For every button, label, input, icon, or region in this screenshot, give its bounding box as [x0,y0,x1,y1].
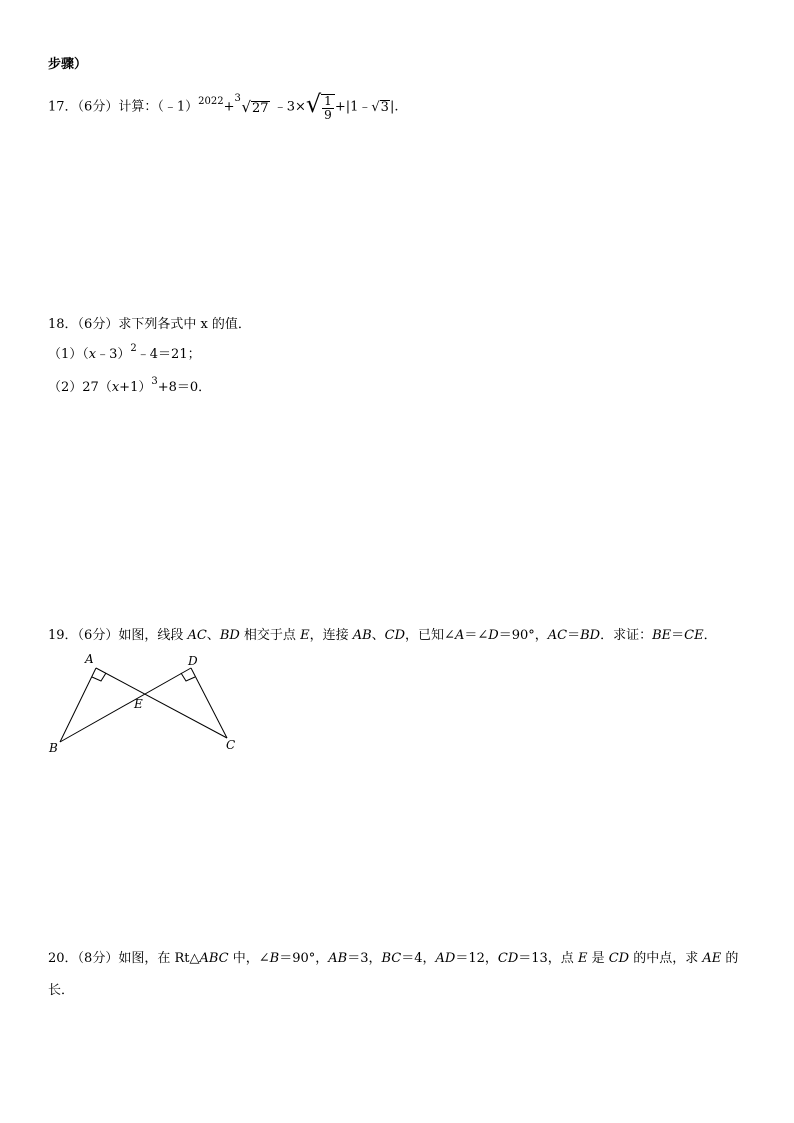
q19-text: ＝ [567,628,581,643]
q17-cube-root-radicand: 27 [252,100,269,116]
q17-plus: + [223,99,235,115]
section-fragment: 步骤） [48,57,88,72]
q19-angle-a: A [454,628,465,643]
q20-text: ＝90°， [279,951,329,966]
q20-text: ＝13，点 [518,951,578,966]
q20-text: 的 [721,951,739,966]
q19-angle-d: D [488,628,499,643]
q19-segment-be: BE [652,628,672,643]
q18-part1-variable: x [88,347,97,362]
question-20-line-1 [48,952,738,965]
q20-segment-ab: AB [328,951,348,966]
segment-bd [60,668,191,742]
radical-sign-icon: √ [371,100,380,116]
q19-segment-ab: AB [352,628,372,643]
q18-part1-text: ﹣3） [96,347,131,362]
question-18-part-1 [48,343,201,362]
q17-number: 17．（6分）计算： [48,99,158,115]
q20-text: ＝4， [401,951,436,966]
q20-point-e: E [577,951,588,966]
q17-cube-root [234,92,269,116]
q18-part2-text: （2）27（ [48,380,112,395]
q18-part1-text: ﹣4＝21； [136,347,201,362]
label-d: D [188,654,198,668]
q20-angle-b: B [269,951,280,966]
q20-segment-cd: CD [608,951,630,966]
q18-part2-text: +8＝0． [157,380,212,395]
q20-segment-cd: CD [497,951,519,966]
q19-segment-bd: BD [219,628,240,643]
q19-text: ＝90°， [498,628,548,643]
q19-figure [45,650,245,755]
q19-segment-ac: AC [547,628,568,643]
q17-base: （﹣1） [157,99,199,115]
question-20-line-2: 长． [48,983,75,998]
label-c: C [226,738,236,752]
label-a: A [85,652,94,666]
segment-ac [96,668,227,738]
q17-fraction [322,95,334,122]
q20-text: ＝3， [347,951,382,966]
q18-part2-variable: x [111,380,120,395]
q17-sqrt-3 [371,100,390,114]
right-angle-marker-a [92,673,106,681]
q19-text: 、 [206,628,220,643]
q17-sqrt-3-radicand: 3 [380,100,389,116]
q19-text: 相交于点 [239,628,301,643]
q20-text: ＝12， [455,951,498,966]
q19-segment-bd: BD [580,628,601,643]
q20-segment-bc: BC [381,951,402,966]
q20-segment-ad: AD [435,951,456,966]
question-19-stem [48,629,717,642]
q20-text: 20．（8分）如图，在 Rt△ [48,951,200,966]
q17-fraction-numerator: 1 [324,93,332,108]
label-e: E [134,697,143,711]
question-18-stem: 18．（6分）求下列各式中 x 的值． [48,317,251,332]
q19-text: 、 [371,628,385,643]
q17-minus-three-times: ﹣3× [269,99,306,115]
q20-triangle-abc: ABC [199,951,229,966]
radical-sign-icon: √ [241,97,252,116]
q19-text: ． [703,628,717,643]
q17-cube-root-index: 3 [234,92,241,104]
q19-segment-cd: CD [384,628,406,643]
q19-point-e: E [300,628,310,643]
q20-text: 是 [587,951,609,966]
q17-abs-start: +|1﹣ [334,99,372,115]
q19-segment-ce: CE [684,628,704,643]
q19-text: ＝ [671,628,685,643]
right-angle-marker-d [181,673,195,681]
q19-segment-ac: AC [187,628,207,643]
q17-abs-end: |. [389,99,399,115]
q19-text: 19．（6分）如图，线段 [48,628,188,643]
question-17 [48,92,398,122]
q17-fraction-denominator: 9 [324,108,332,122]
q20-segment-ae: AE [702,951,722,966]
q17-sqrt-fraction [306,92,335,122]
q18-part1-exponent: 2 [130,343,137,354]
radical-sign-icon: √ [305,90,322,118]
q19-text: ，连接 [309,628,353,643]
q17-exponent: 2022 [198,95,224,107]
q18-part2-text: +1） [119,380,152,395]
q19-text: ．求证： [600,628,653,643]
question-18-part-2 [48,376,212,395]
segment-dc [191,668,227,738]
q18-part2-exponent: 3 [151,376,158,387]
q20-text: 的中点，求 [629,951,703,966]
label-b: B [49,741,58,755]
q18-part1-text: （1）（ [48,347,89,362]
q20-text: 中，∠ [228,951,270,966]
segment-ab [60,668,96,742]
q19-text: ＝∠ [464,628,489,643]
q19-text: ，已知∠ [405,628,455,643]
